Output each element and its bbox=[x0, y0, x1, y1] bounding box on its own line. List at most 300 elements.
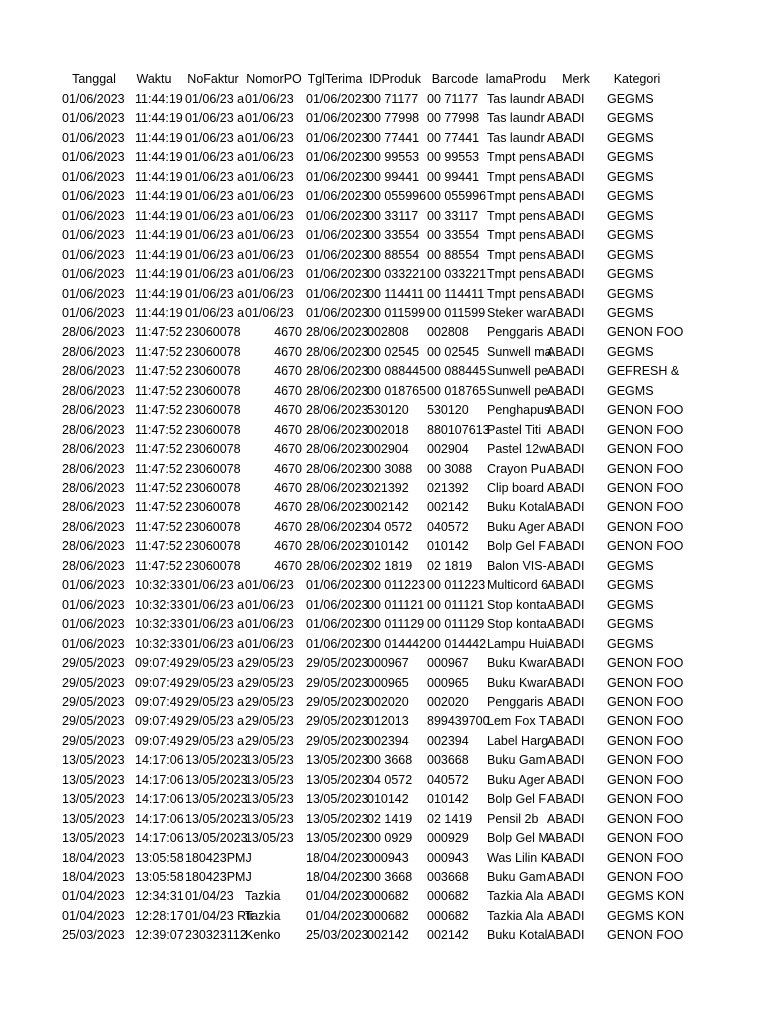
cell-waktu[interactable]: 14:17:06 bbox=[135, 753, 184, 768]
cell-barcode[interactable]: 00 011223 bbox=[427, 578, 486, 593]
cell-nofaktur[interactable]: 01/04/23 Rtr bbox=[185, 908, 254, 923]
cell-waktu[interactable]: 11:47:52 bbox=[135, 539, 183, 554]
cell-merk[interactable]: ABADI bbox=[547, 364, 585, 379]
cell-idproduk[interactable]: 000682 bbox=[367, 908, 409, 923]
cell-tglterima[interactable]: 01/06/2023 bbox=[306, 286, 369, 301]
cell-tanggal[interactable]: 01/06/2023 bbox=[62, 247, 125, 262]
cell-idproduk[interactable]: 00 011223 bbox=[367, 578, 426, 593]
cell-namaproduk[interactable]: Stop konta bbox=[487, 617, 547, 632]
cell-idproduk[interactable]: 00 088445 bbox=[367, 364, 427, 379]
cell-merk[interactable]: ABADI bbox=[547, 850, 585, 865]
cell-merk[interactable]: ABADI bbox=[547, 344, 585, 359]
cell-merk[interactable]: ABADI bbox=[547, 811, 585, 826]
cell-kategori[interactable]: GENON FOO bbox=[607, 811, 684, 826]
cell-merk[interactable]: ABADI bbox=[547, 733, 585, 748]
cell-nofaktur[interactable]: 23060078 bbox=[185, 344, 241, 359]
cell-namaproduk[interactable]: Penghapus bbox=[487, 403, 551, 418]
cell-tglterima[interactable]: 13/05/2023 bbox=[306, 753, 369, 768]
cell-idproduk[interactable]: 002142 bbox=[367, 500, 409, 515]
cell-nomorpo[interactable]: 29/05/23 bbox=[245, 733, 294, 748]
cell-namaproduk[interactable]: Tas laundr bbox=[487, 111, 545, 126]
cell-namaproduk[interactable]: Tas laundr bbox=[487, 92, 545, 106]
cell-nofaktur[interactable]: 13/05/2023 bbox=[185, 792, 248, 807]
cell-barcode[interactable]: 00 99441 bbox=[427, 169, 480, 184]
cell-barcode[interactable]: 02 1419 bbox=[427, 811, 473, 826]
cell-nofaktur[interactable]: 01/06/23 a bbox=[185, 617, 245, 632]
cell-barcode[interactable]: 00 71177 bbox=[427, 92, 479, 106]
cell-waktu[interactable]: 11:44:19 bbox=[135, 92, 183, 106]
cell-nofaktur[interactable]: 23060078 bbox=[185, 481, 241, 495]
cell-idproduk[interactable]: 00 114411 bbox=[367, 286, 425, 301]
cell-tanggal[interactable]: 01/06/2023 bbox=[62, 150, 125, 165]
cell-idproduk[interactable]: 00 99553 bbox=[367, 150, 420, 165]
cell-nofaktur[interactable]: 180423PMJ bbox=[185, 850, 252, 865]
cell-namaproduk[interactable]: Bolp Gel F bbox=[487, 792, 547, 807]
cell-namaproduk[interactable]: Tazkia Ala bbox=[487, 889, 544, 904]
cell-barcode[interactable]: 00 99553 bbox=[427, 150, 480, 165]
cell-idproduk[interactable]: 00 055996 bbox=[367, 189, 427, 204]
cell-tglterima[interactable]: 18/04/2023 bbox=[306, 870, 369, 884]
cell-waktu[interactable]: 11:47:52 bbox=[135, 383, 183, 398]
cell-nofaktur[interactable]: 23060078 bbox=[185, 539, 241, 554]
cell-tglterima[interactable]: 29/05/2023 bbox=[306, 694, 369, 709]
cell-kategori[interactable]: GENON FOO bbox=[607, 675, 684, 690]
cell-nomorpo[interactable]: 01/06/23 bbox=[245, 111, 294, 126]
cell-nomorpo[interactable]: 4670 bbox=[274, 344, 302, 359]
cell-nomorpo[interactable]: 13/05/23 bbox=[245, 753, 294, 768]
cell-barcode[interactable]: 00 014442 bbox=[427, 636, 487, 651]
cell-tanggal[interactable]: 28/06/2023 bbox=[62, 519, 125, 534]
cell-tanggal[interactable]: 29/05/2023 bbox=[62, 675, 125, 690]
cell-namaproduk[interactable]: Sunwell pe bbox=[487, 364, 549, 379]
cell-tanggal[interactable]: 28/06/2023 bbox=[62, 383, 125, 398]
cell-waktu[interactable]: 11:47:52 bbox=[135, 442, 183, 457]
cell-tglterima[interactable]: 01/06/2023 bbox=[306, 208, 369, 223]
cell-kategori[interactable]: GEGMS bbox=[607, 228, 654, 243]
cell-waktu[interactable]: 11:47:52 bbox=[135, 500, 183, 515]
cell-tanggal[interactable]: 01/06/2023 bbox=[62, 305, 125, 320]
cell-namaproduk[interactable]: Tmpt pens bbox=[487, 208, 547, 223]
cell-nomorpo[interactable]: 01/06/23 bbox=[245, 636, 294, 651]
cell-tglterima[interactable]: 13/05/2023 bbox=[306, 772, 369, 787]
header-tglterima[interactable]: TglTerima bbox=[307, 72, 363, 86]
cell-barcode[interactable]: 010142 bbox=[427, 539, 469, 554]
cell-waktu[interactable]: 12:34:31 bbox=[135, 889, 184, 904]
cell-kategori[interactable]: GENON FOO bbox=[607, 772, 684, 787]
cell-barcode[interactable]: 003668 bbox=[427, 870, 469, 884]
cell-tanggal[interactable]: 01/06/2023 bbox=[62, 208, 125, 223]
cell-tglterima[interactable]: 28/06/2023 bbox=[306, 519, 369, 534]
cell-kategori[interactable]: GEGMS KON bbox=[607, 889, 685, 904]
cell-merk[interactable]: ABADI bbox=[547, 422, 585, 437]
cell-nofaktur[interactable]: 01/06/23 a bbox=[185, 169, 245, 184]
cell-nomorpo[interactable]: 13/05/23 bbox=[245, 831, 294, 846]
cell-tanggal[interactable]: 01/06/2023 bbox=[62, 617, 125, 632]
cell-tglterima[interactable]: 28/06/2023 bbox=[306, 481, 369, 495]
cell-nofaktur[interactable]: 29/05/23 a bbox=[185, 694, 245, 709]
cell-namaproduk[interactable]: Tas laundr bbox=[487, 130, 545, 145]
cell-kategori[interactable]: GEFRESH & bbox=[607, 364, 680, 379]
cell-nofaktur[interactable]: 23060078 bbox=[185, 403, 241, 418]
cell-merk[interactable]: ABADI bbox=[547, 267, 585, 282]
cell-merk[interactable]: ABADI bbox=[547, 772, 585, 787]
cell-nomorpo[interactable]: 01/06/23 bbox=[245, 208, 294, 223]
cell-tanggal[interactable]: 01/06/2023 bbox=[62, 578, 125, 593]
cell-tglterima[interactable]: 13/05/2023 bbox=[306, 811, 369, 826]
cell-waktu[interactable]: 13:05:58 bbox=[135, 870, 184, 884]
cell-tanggal[interactable]: 01/06/2023 bbox=[62, 228, 125, 243]
cell-merk[interactable]: ABADI bbox=[547, 461, 585, 476]
cell-waktu[interactable]: 10:32:33 bbox=[135, 597, 184, 612]
cell-waktu[interactable]: 11:44:19 bbox=[135, 208, 183, 223]
cell-tanggal[interactable]: 13/05/2023 bbox=[62, 831, 125, 846]
cell-kategori[interactable]: GENON FOO bbox=[607, 656, 684, 671]
cell-kategori[interactable]: GEGMS bbox=[607, 130, 654, 145]
cell-namaproduk[interactable]: Buku Gam bbox=[487, 753, 547, 768]
cell-tglterima[interactable]: 01/06/2023 bbox=[306, 111, 369, 126]
cell-merk[interactable]: ABADI bbox=[547, 189, 585, 204]
cell-nomorpo[interactable]: 01/06/23 bbox=[245, 286, 294, 301]
cell-namaproduk[interactable]: Tmpt pens bbox=[487, 286, 547, 301]
cell-merk[interactable]: ABADI bbox=[547, 130, 585, 145]
cell-waktu[interactable]: 11:47:52 bbox=[135, 481, 183, 495]
cell-barcode[interactable]: 002020 bbox=[427, 694, 469, 709]
cell-idproduk[interactable]: 00 3668 bbox=[367, 753, 413, 768]
cell-nofaktur[interactable]: 23060078 bbox=[185, 383, 241, 398]
cell-merk[interactable]: ABADI bbox=[547, 928, 585, 943]
cell-waktu[interactable]: 09:07:49 bbox=[135, 656, 184, 671]
cell-nomorpo[interactable]: 4670 bbox=[274, 422, 302, 437]
cell-barcode[interactable]: 00 02545 bbox=[427, 344, 480, 359]
cell-waktu[interactable]: 10:32:33 bbox=[135, 578, 184, 593]
cell-merk[interactable]: ABADI bbox=[547, 111, 585, 126]
cell-namaproduk[interactable]: Balon VIS- bbox=[487, 558, 547, 573]
cell-tglterima[interactable]: 29/05/2023 bbox=[306, 656, 369, 671]
cell-tglterima[interactable]: 28/06/2023 bbox=[306, 364, 369, 379]
cell-tanggal[interactable]: 13/05/2023 bbox=[62, 753, 125, 768]
cell-merk[interactable]: ABADI bbox=[547, 481, 585, 495]
cell-merk[interactable]: ABADI bbox=[547, 675, 585, 690]
cell-tanggal[interactable]: 13/05/2023 bbox=[62, 772, 125, 787]
cell-idproduk[interactable]: 00 33117 bbox=[367, 208, 419, 223]
cell-idproduk[interactable]: 002142 bbox=[367, 928, 409, 943]
cell-nomorpo[interactable]: Tazkia bbox=[245, 889, 281, 904]
cell-idproduk[interactable]: 012013 bbox=[367, 714, 409, 729]
cell-waktu[interactable]: 11:44:19 bbox=[135, 169, 183, 184]
cell-namaproduk[interactable]: Tmpt pens bbox=[487, 150, 547, 165]
cell-namaproduk[interactable]: Lem Fox T bbox=[487, 714, 547, 729]
cell-nofaktur[interactable]: 13/05/2023 bbox=[185, 753, 248, 768]
cell-kategori[interactable]: GEGMS bbox=[607, 597, 654, 612]
cell-barcode[interactable]: 040572 bbox=[427, 519, 469, 534]
cell-barcode[interactable]: 000967 bbox=[427, 656, 469, 671]
cell-nofaktur[interactable]: 180423PMJ bbox=[185, 870, 252, 884]
cell-tglterima[interactable]: 28/06/2023 bbox=[306, 403, 369, 418]
cell-nofaktur[interactable]: 01/06/23 a bbox=[185, 247, 245, 262]
cell-namaproduk[interactable]: Stop konta bbox=[487, 597, 547, 612]
cell-waktu[interactable]: 11:44:19 bbox=[135, 189, 183, 204]
cell-namaproduk[interactable]: Tmpt pens bbox=[487, 169, 547, 184]
cell-nofaktur[interactable]: 01/06/23 a bbox=[185, 228, 245, 243]
cell-tanggal[interactable]: 29/05/2023 bbox=[62, 733, 125, 748]
cell-nomorpo[interactable]: 29/05/23 bbox=[245, 656, 294, 671]
cell-nofaktur[interactable]: 29/05/23 a bbox=[185, 733, 245, 748]
cell-kategori[interactable]: GENON FOO bbox=[607, 733, 684, 748]
cell-tglterima[interactable]: 01/06/2023 bbox=[306, 305, 369, 320]
cell-tglterima[interactable]: 01/06/2023 bbox=[306, 228, 369, 243]
cell-kategori[interactable]: GEGMS bbox=[607, 344, 654, 359]
cell-nofaktur[interactable]: 01/06/23 a bbox=[185, 286, 245, 301]
cell-nomorpo[interactable]: 01/06/23 bbox=[245, 267, 294, 282]
cell-idproduk[interactable]: 000943 bbox=[367, 850, 409, 865]
cell-nomorpo[interactable]: 01/06/23 bbox=[245, 189, 294, 204]
cell-merk[interactable]: ABADI bbox=[547, 169, 585, 184]
cell-tglterima[interactable]: 28/06/2023 bbox=[306, 383, 369, 398]
cell-tanggal[interactable]: 28/06/2023 bbox=[62, 344, 125, 359]
cell-kategori[interactable]: GENON FOO bbox=[607, 753, 684, 768]
cell-namaproduk[interactable]: Lampu Hui bbox=[487, 636, 548, 651]
cell-nofaktur[interactable]: 01/06/23 a bbox=[185, 208, 245, 223]
cell-tanggal[interactable]: 01/06/2023 bbox=[62, 267, 125, 282]
cell-namaproduk[interactable]: Label Harg bbox=[487, 733, 549, 748]
cell-tanggal[interactable]: 28/06/2023 bbox=[62, 442, 125, 457]
cell-barcode[interactable]: 021392 bbox=[427, 481, 469, 495]
cell-kategori[interactable]: GEGMS bbox=[607, 189, 654, 204]
cell-barcode[interactable]: 000929 bbox=[427, 831, 469, 846]
cell-waktu[interactable]: 11:44:19 bbox=[135, 305, 183, 320]
cell-merk[interactable]: ABADI bbox=[547, 539, 585, 554]
cell-merk[interactable]: ABADI bbox=[547, 870, 585, 884]
cell-tglterima[interactable]: 25/03/2023 bbox=[306, 928, 369, 943]
cell-idproduk[interactable]: 00 011129 bbox=[367, 617, 425, 632]
cell-nofaktur[interactable]: 29/05/23 a bbox=[185, 675, 245, 690]
cell-kategori[interactable]: GENON FOO bbox=[607, 870, 684, 884]
cell-tglterima[interactable]: 01/04/2023 bbox=[306, 889, 369, 904]
cell-kategori[interactable]: GENON FOO bbox=[607, 694, 684, 709]
cell-namaproduk[interactable]: Clip board bbox=[487, 481, 544, 495]
cell-barcode[interactable]: 000943 bbox=[427, 850, 469, 865]
cell-merk[interactable]: ABADI bbox=[547, 208, 585, 223]
cell-kategori[interactable]: GENON FOO bbox=[607, 831, 684, 846]
cell-namaproduk[interactable]: Buku Ager bbox=[487, 519, 545, 534]
cell-idproduk[interactable]: 002904 bbox=[367, 442, 409, 457]
cell-namaproduk[interactable]: Was Lilin K bbox=[487, 850, 550, 865]
cell-barcode[interactable]: 899439700 bbox=[427, 714, 490, 729]
cell-barcode[interactable]: 00 77441 bbox=[427, 130, 480, 145]
cell-idproduk[interactable]: 000965 bbox=[367, 675, 409, 690]
cell-waktu[interactable]: 11:47:52 bbox=[135, 403, 183, 418]
cell-barcode[interactable]: 00 018765 bbox=[427, 383, 487, 398]
cell-tanggal[interactable]: 28/06/2023 bbox=[62, 422, 125, 437]
cell-merk[interactable]: ABADI bbox=[547, 694, 585, 709]
cell-barcode[interactable]: 00 114411 bbox=[427, 286, 485, 301]
cell-idproduk[interactable]: 00 0929 bbox=[367, 831, 413, 846]
cell-namaproduk[interactable]: Tmpt pens bbox=[487, 228, 547, 243]
cell-namaproduk[interactable]: Buku Kwar bbox=[487, 675, 548, 690]
cell-idproduk[interactable]: 010142 bbox=[367, 539, 409, 554]
cell-nomorpo[interactable]: Tazkia bbox=[245, 908, 281, 923]
cell-kategori[interactable]: GEGMS bbox=[607, 247, 654, 262]
cell-nofaktur[interactable]: 23060078 bbox=[185, 558, 241, 573]
cell-nomorpo[interactable]: 4670 bbox=[274, 325, 302, 340]
cell-waktu[interactable]: 14:17:06 bbox=[135, 831, 184, 846]
cell-merk[interactable]: ABADI bbox=[547, 403, 585, 418]
cell-kategori[interactable]: GENON FOO bbox=[607, 325, 684, 340]
cell-merk[interactable]: ABADI bbox=[547, 908, 585, 923]
cell-tglterima[interactable]: 01/06/2023 bbox=[306, 169, 369, 184]
cell-waktu[interactable]: 11:44:19 bbox=[135, 111, 183, 126]
cell-waktu[interactable]: 09:07:49 bbox=[135, 694, 184, 709]
cell-barcode[interactable]: 002142 bbox=[427, 500, 469, 515]
cell-nomorpo[interactable]: 4670 bbox=[274, 442, 302, 457]
cell-idproduk[interactable]: 00 77441 bbox=[367, 130, 420, 145]
cell-nomorpo[interactable]: 4670 bbox=[274, 539, 302, 554]
cell-merk[interactable]: ABADI bbox=[547, 228, 585, 243]
cell-idproduk[interactable]: 00 018765 bbox=[367, 383, 427, 398]
cell-nomorpo[interactable] bbox=[245, 849, 302, 869]
cell-tglterima[interactable]: 01/06/2023 bbox=[306, 130, 369, 145]
cell-tanggal[interactable]: 28/06/2023 bbox=[62, 558, 125, 573]
cell-tanggal[interactable]: 13/05/2023 bbox=[62, 792, 125, 807]
cell-idproduk[interactable]: 00 033221 bbox=[367, 267, 427, 282]
cell-waktu[interactable]: 11:47:52 bbox=[135, 519, 183, 534]
header-namaproduk[interactable]: lamaProdu bbox=[485, 72, 547, 86]
cell-kategori[interactable]: GEGMS bbox=[607, 383, 654, 398]
cell-barcode[interactable]: 02 1819 bbox=[427, 558, 473, 573]
cell-kategori[interactable]: GENON FOO bbox=[607, 481, 684, 495]
cell-nofaktur[interactable]: 01/06/23 a bbox=[185, 189, 245, 204]
cell-idproduk[interactable]: 02 1819 bbox=[367, 558, 413, 573]
cell-idproduk[interactable]: 00 99441 bbox=[367, 169, 420, 184]
header-tanggal[interactable]: Tanggal bbox=[72, 72, 116, 86]
cell-kategori[interactable]: GENON FOO bbox=[607, 850, 684, 865]
cell-nofaktur[interactable]: 01/06/23 a bbox=[185, 578, 245, 593]
cell-kategori[interactable]: GEGMS KON bbox=[607, 908, 685, 923]
cell-tanggal[interactable]: 28/06/2023 bbox=[62, 325, 125, 340]
cell-nofaktur[interactable]: 01/06/23 a bbox=[185, 111, 245, 126]
cell-merk[interactable]: ABADI bbox=[547, 578, 585, 593]
cell-barcode[interactable]: 00 3088 bbox=[427, 461, 473, 476]
cell-kategori[interactable]: GENON FOO bbox=[607, 928, 684, 943]
cell-kategori[interactable]: GENON FOO bbox=[607, 461, 684, 476]
cell-nomorpo[interactable]: 01/06/23 bbox=[245, 169, 294, 184]
cell-kategori[interactable]: GENON FOO bbox=[607, 539, 684, 554]
cell-waktu[interactable]: 11:44:19 bbox=[135, 130, 183, 145]
cell-namaproduk[interactable]: Bolp Gel M bbox=[487, 831, 549, 846]
header-kategori[interactable]: Kategori bbox=[613, 72, 661, 86]
cell-tanggal[interactable]: 29/05/2023 bbox=[62, 694, 125, 709]
cell-namaproduk[interactable]: Sunwell ma bbox=[487, 344, 552, 359]
cell-tglterima[interactable]: 01/06/2023 bbox=[306, 617, 369, 632]
cell-nomorpo[interactable]: 01/06/23 bbox=[245, 597, 294, 612]
cell-barcode[interactable]: 000682 bbox=[427, 889, 469, 904]
cell-tglterima[interactable]: 29/05/2023 bbox=[306, 714, 369, 729]
cell-kategori[interactable]: GEGMS bbox=[607, 150, 654, 165]
cell-idproduk[interactable]: 00 011599 bbox=[367, 305, 426, 320]
cell-kategori[interactable]: GEGMS bbox=[607, 208, 654, 223]
cell-merk[interactable]: ABADI bbox=[547, 617, 585, 632]
cell-nofaktur[interactable]: 01/06/23 a bbox=[185, 636, 245, 651]
cell-nofaktur[interactable]: 01/06/23 a bbox=[185, 597, 245, 612]
cell-waktu[interactable]: 14:17:06 bbox=[135, 792, 184, 807]
cell-namaproduk[interactable]: Penggaris bbox=[487, 325, 544, 340]
cell-barcode[interactable]: 00 77998 bbox=[427, 111, 480, 126]
cell-idproduk[interactable]: 00 011121 bbox=[367, 597, 425, 612]
cell-waktu[interactable]: 11:44:19 bbox=[135, 286, 183, 301]
cell-nofaktur[interactable]: 29/05/23 a bbox=[185, 656, 245, 671]
cell-merk[interactable]: ABADI bbox=[547, 150, 585, 165]
cell-merk[interactable]: ABADI bbox=[547, 519, 585, 534]
cell-merk[interactable]: ABADI bbox=[547, 442, 585, 457]
cell-merk[interactable]: ABADI bbox=[547, 714, 585, 729]
cell-merk[interactable]: ABADI bbox=[547, 286, 585, 301]
cell-nomorpo[interactable]: 01/06/23 bbox=[245, 578, 294, 593]
cell-kategori[interactable]: GEGMS bbox=[607, 111, 654, 126]
cell-tglterima[interactable]: 18/04/2023 bbox=[306, 850, 369, 865]
cell-waktu[interactable]: 11:47:52 bbox=[135, 344, 183, 359]
cell-nofaktur[interactable]: 23060078 bbox=[185, 461, 241, 476]
cell-namaproduk[interactable]: Pensil 2b bbox=[487, 811, 539, 826]
cell-idproduk[interactable]: 04 0572 bbox=[367, 772, 413, 787]
cell-namaproduk[interactable]: Buku Gam bbox=[487, 870, 547, 884]
cell-waktu[interactable]: 11:44:19 bbox=[135, 267, 183, 282]
cell-tanggal[interactable]: 29/05/2023 bbox=[62, 656, 125, 671]
header-barcode[interactable]: Barcode bbox=[431, 72, 479, 86]
cell-namaproduk[interactable]: Tmpt pens bbox=[487, 247, 547, 262]
cell-namaproduk[interactable]: Steker war bbox=[487, 305, 547, 320]
cell-barcode[interactable]: 000965 bbox=[427, 675, 469, 690]
cell-nofaktur[interactable]: 01/06/23 a bbox=[185, 267, 245, 282]
cell-nomorpo[interactable]: Kenko bbox=[245, 928, 281, 943]
cell-nofaktur[interactable]: 13/05/2023 bbox=[185, 772, 248, 787]
cell-namaproduk[interactable]: Buku Ager bbox=[487, 772, 545, 787]
cell-tglterima[interactable]: 29/05/2023 bbox=[306, 675, 369, 690]
cell-waktu[interactable]: 11:47:52 bbox=[135, 364, 183, 379]
cell-namaproduk[interactable]: Pastel 12w bbox=[487, 442, 549, 457]
cell-nomorpo[interactable]: 4670 bbox=[274, 461, 302, 476]
cell-idproduk[interactable]: 002808 bbox=[367, 325, 409, 340]
cell-nomorpo[interactable]: 01/06/23 bbox=[245, 247, 294, 262]
cell-tglterima[interactable]: 28/06/2023 bbox=[306, 442, 369, 457]
cell-tglterima[interactable]: 01/06/2023 bbox=[306, 247, 369, 262]
cell-nomorpo[interactable]: 4670 bbox=[274, 481, 302, 495]
cell-idproduk[interactable]: 002018 bbox=[367, 422, 409, 437]
cell-idproduk[interactable]: 021392 bbox=[367, 481, 409, 495]
cell-kategori[interactable]: GENON FOO bbox=[607, 442, 684, 457]
cell-merk[interactable]: ABADI bbox=[547, 305, 585, 320]
cell-nomorpo[interactable]: 01/06/23 bbox=[245, 617, 294, 632]
cell-idproduk[interactable]: 530120 bbox=[367, 403, 409, 418]
cell-nofaktur[interactable]: 29/05/23 a bbox=[185, 714, 245, 729]
cell-tanggal[interactable]: 29/05/2023 bbox=[62, 714, 125, 729]
cell-nofaktur[interactable]: 13/05/2023 bbox=[185, 831, 248, 846]
cell-tanggal[interactable]: 18/04/2023 bbox=[62, 850, 125, 865]
cell-waktu[interactable]: 12:39:07 bbox=[135, 928, 184, 943]
cell-kategori[interactable]: GENON FOO bbox=[607, 792, 684, 807]
cell-namaproduk[interactable]: Sunwell pe bbox=[487, 383, 549, 398]
cell-waktu[interactable]: 09:07:49 bbox=[135, 714, 184, 729]
cell-barcode[interactable]: 002394 bbox=[427, 733, 469, 748]
cell-kategori[interactable]: GEGMS bbox=[607, 558, 654, 573]
cell-namaproduk[interactable]: Buku Kotal bbox=[487, 928, 548, 943]
cell-tglterima[interactable]: 01/06/2023 bbox=[306, 636, 369, 651]
cell-kategori[interactable]: GEGMS bbox=[607, 305, 654, 320]
cell-barcode[interactable]: 000682 bbox=[427, 908, 469, 923]
cell-tanggal[interactable]: 01/06/2023 bbox=[62, 130, 125, 145]
header-nomorpo[interactable]: NomorPO bbox=[246, 72, 302, 86]
cell-merk[interactable]: ABADI bbox=[547, 92, 585, 106]
cell-nomorpo[interactable]: 4670 bbox=[274, 500, 302, 515]
